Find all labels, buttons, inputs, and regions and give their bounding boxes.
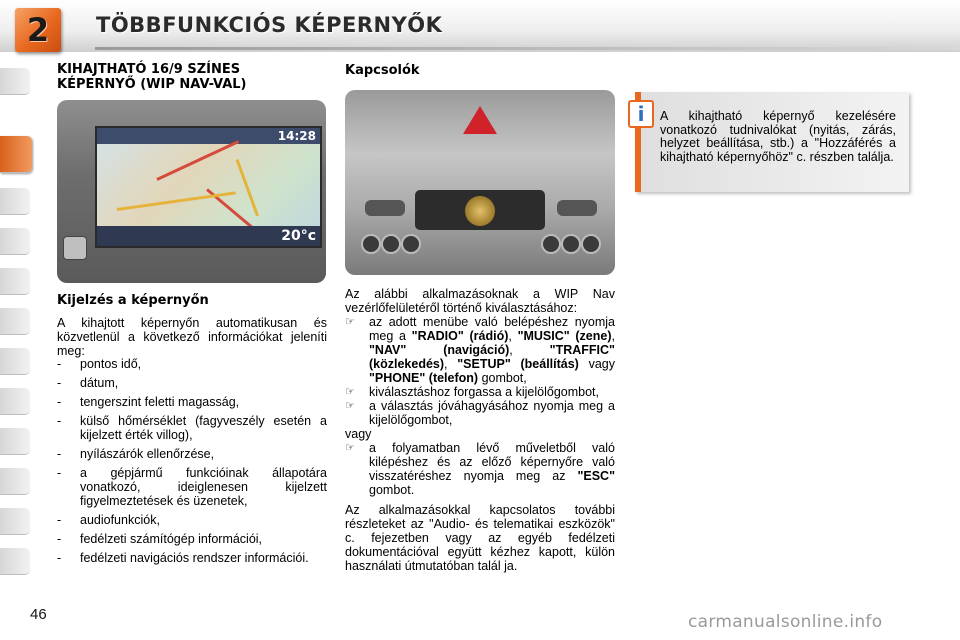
control-dial-icon <box>361 234 381 254</box>
chapter-tab[interactable] <box>0 388 30 415</box>
left-heading-line1: KIHAJTHATÓ 16/9 SZÍNES <box>57 62 241 77</box>
chapter-tab[interactable] <box>0 468 30 495</box>
list-item: - pontos idő, <box>57 357 142 371</box>
page-number: 46 <box>30 606 47 623</box>
nav-bottom-bar <box>97 226 320 246</box>
or-word: vagy <box>345 427 372 441</box>
navigation-screen-photo <box>57 100 326 283</box>
page-title: TÖBBFUNKCIÓS KÉPERNYŐK <box>96 13 443 37</box>
control-dial-icon <box>561 234 581 254</box>
controls-intro: Az alábbi alkalmazásoknak a WIP Nav vezérlőfelületéről történő kiválasztásához: <box>345 287 615 315</box>
list-item: - dátum, <box>57 376 119 390</box>
controls-steps <box>345 315 615 427</box>
info-icon: i <box>628 100 654 128</box>
watermark: carmanualsonline.info <box>688 612 883 632</box>
hazard-warning-icon <box>463 106 497 134</box>
chapter-tab[interactable] <box>0 508 30 535</box>
selector-knob-icon <box>465 196 495 226</box>
nav-status-bar <box>97 128 320 144</box>
left-heading <box>57 62 247 92</box>
chapter-tab-active[interactable] <box>0 136 32 173</box>
list-item: - a gépjármű funkcióinak állapotára vonatkozó, ideiglenesen kijelzett figyelmeztetések és üzenetek, <box>57 466 327 508</box>
nav-display <box>95 126 322 248</box>
chapter-tab[interactable] <box>0 308 30 335</box>
chapter-tabs <box>0 60 32 580</box>
nav-clock: 14:28 <box>277 129 316 143</box>
control-dial-icon <box>541 234 561 254</box>
pointing-hand-icon: ☞ <box>345 399 355 412</box>
chapter-number: 2 <box>26 11 50 49</box>
control-panel-photo <box>345 90 615 275</box>
chapter-badge <box>15 8 61 52</box>
list-item: ☞ a választás jóváhagyásához nyomja meg a kijelölőgombot, <box>345 399 615 427</box>
map-road <box>236 159 259 216</box>
display-subheading: Kijelzés a képernyőn <box>57 293 209 308</box>
list-item: - fedélzeti számítógép információi, <box>57 532 263 546</box>
hazard-button-icon <box>63 236 87 260</box>
control-dial-icon <box>401 234 421 254</box>
left-rocker-icon <box>365 200 405 216</box>
list-item: - audiofunkciók, <box>57 513 160 527</box>
chapter-tab[interactable] <box>0 348 30 375</box>
controls-steps-alt <box>345 441 615 497</box>
header-divider <box>95 47 960 50</box>
list-item: ☞ kiválasztáshoz forgassa a kijelölőgombot, <box>345 385 599 399</box>
controls-closing: Az alkalmazásokkal kapcsolatos további részleteket az "Audio- és telematikai eszközök" c. fejezetben vagy az egyéb fedélzeti dokumentációval együtt kézhez kapott, külön használati útmutatóban talál ja. <box>345 503 615 573</box>
list-item: - nyílászárók ellenőrzése, <box>57 447 215 461</box>
map-road <box>156 140 239 181</box>
control-dial-icon <box>381 234 401 254</box>
list-item: ☞ az adott menübe való belépéshez nyomja meg a "RADIO" (rádió), "MUSIC" (zene), "NAV" (navigáció), "TRAFFIC" (közlekedés), "SETUP" (beállítás) vagy "PHONE" (telefon) gombot, <box>345 315 615 385</box>
list-item: - külső hőmérséklet (fagyveszély esetén a kijelzett érték villog), <box>57 414 327 442</box>
display-info-list <box>57 357 327 570</box>
control-dial-icon <box>581 234 601 254</box>
pointing-hand-icon: ☞ <box>345 315 355 328</box>
info-text: A kihajtható képernyő kezelésére vonatkozó tudnivalókat (nyitás, zárás, helyzet beállítása, stb.) a "Hozzáférés a kihajtható képernyőhöz" c. részben találja. <box>660 109 896 164</box>
right-rocker-icon <box>557 200 597 216</box>
chapter-tab[interactable] <box>0 548 30 575</box>
list-item: - tengerszint feletti magasság, <box>57 395 240 409</box>
controls-heading: Kapcsolók <box>345 63 420 78</box>
controls-text <box>345 287 615 573</box>
chapter-tab[interactable] <box>0 428 30 455</box>
chapter-tab[interactable] <box>0 68 30 95</box>
list-item: - fedélzeti navigációs rendszer információi. <box>57 551 309 565</box>
display-intro: A kihajtott képernyőn automatikusan és közvetlenül a következő információkat jeleníti meg: <box>57 316 327 358</box>
chapter-tab[interactable] <box>0 228 30 255</box>
left-heading-line2: KÉPERNYŐ (WIP NAV-VAL) <box>57 77 247 92</box>
chapter-tab[interactable] <box>0 268 30 295</box>
pointing-hand-icon: ☞ <box>345 441 355 454</box>
pointing-hand-icon: ☞ <box>345 385 355 398</box>
chapter-tab[interactable] <box>0 188 30 215</box>
list-item: ☞ a folyamatban lévő műveletből való kilépéshez és az előző képernyőre való visszatéréshez nyomja meg az "ESC" gombot. <box>345 441 616 497</box>
nav-temperature: 20°c <box>281 228 316 244</box>
